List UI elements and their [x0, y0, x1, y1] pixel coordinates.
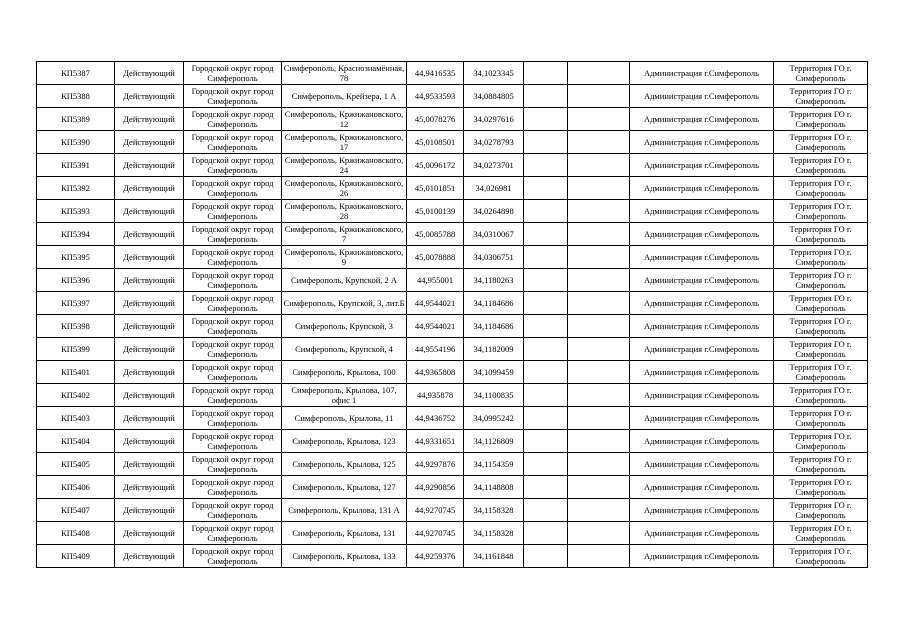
latitude-cell: 44,9554196 [407, 338, 464, 361]
registry-table-body [37, 62, 868, 568]
table-row [37, 200, 868, 223]
empty-cell [568, 131, 630, 154]
status-cell: Действующий [115, 292, 184, 315]
municipality-cell: Городской округ город Симферополь [184, 108, 282, 131]
territory-cell: Территория ГО г. Симферополь [774, 131, 868, 154]
point-code-cell: КП5392 [37, 177, 115, 200]
empty-cell [568, 384, 630, 407]
address-cell: Симферополь, Крылова, 131 А [282, 499, 407, 522]
latitude-cell: 44,9544021 [407, 292, 464, 315]
longitude-cell: 34,026981 [464, 177, 524, 200]
latitude-cell: 45,0096172 [407, 154, 464, 177]
empty-cell [524, 545, 568, 568]
address-cell: Симферополь, Крупской, 3, лит.Б [282, 292, 407, 315]
address-cell: Симферополь, Кржижановского, 7 [282, 223, 407, 246]
table-row [37, 292, 868, 315]
point-code-cell: КП5389 [37, 108, 115, 131]
owner-cell: Администрация г.Симферополь [630, 361, 774, 384]
longitude-cell: 34,1158328 [464, 522, 524, 545]
owner-cell: Администрация г.Симферополь [630, 131, 774, 154]
point-code-cell: КП5394 [37, 223, 115, 246]
municipality-cell: Городской округ город Симферополь [184, 430, 282, 453]
territory-cell: Территория ГО г. Симферополь [774, 430, 868, 453]
address-cell: Симферополь, Краснознамённая, 78 [282, 62, 407, 85]
empty-cell [568, 269, 630, 292]
longitude-cell: 34,1184686 [464, 315, 524, 338]
latitude-cell: 44,9290856 [407, 476, 464, 499]
address-cell: Симферополь, Крылова, 100 [282, 361, 407, 384]
owner-cell: Администрация г.Симферополь [630, 108, 774, 131]
longitude-cell: 34,0995242 [464, 407, 524, 430]
empty-cell [568, 85, 630, 108]
latitude-cell: 44,935878 [407, 384, 464, 407]
point-code-cell: КП5406 [37, 476, 115, 499]
status-cell: Действующий [115, 338, 184, 361]
empty-cell [524, 177, 568, 200]
empty-cell [568, 522, 630, 545]
territory-cell: Территория ГО г. Симферополь [774, 85, 868, 108]
territory-cell: Территория ГО г. Симферополь [774, 453, 868, 476]
municipality-cell: Городской округ город Симферополь [184, 522, 282, 545]
empty-cell [524, 108, 568, 131]
empty-cell [568, 338, 630, 361]
document-page [36, 61, 868, 568]
longitude-cell: 34,1023345 [464, 62, 524, 85]
empty-cell [568, 154, 630, 177]
empty-cell [524, 384, 568, 407]
table-row [37, 522, 868, 545]
latitude-cell: 44,9270745 [407, 522, 464, 545]
territory-cell: Территория ГО г. Симферополь [774, 246, 868, 269]
empty-cell [524, 430, 568, 453]
municipality-cell: Городской округ город Симферополь [184, 177, 282, 200]
address-cell: Симферополь, Крылова, 125 [282, 453, 407, 476]
point-code-cell: КП5388 [37, 85, 115, 108]
territory-cell: Территория ГО г. Симферополь [774, 476, 868, 499]
address-cell: Симферополь, Кржижановского, 12 [282, 108, 407, 131]
address-cell: Симферополь, Кржижановского, 24 [282, 154, 407, 177]
empty-cell [524, 85, 568, 108]
empty-cell [568, 292, 630, 315]
municipality-cell: Городской округ город Симферополь [184, 154, 282, 177]
territory-cell: Территория ГО г. Симферополь [774, 154, 868, 177]
table-row [37, 338, 868, 361]
empty-cell [524, 62, 568, 85]
status-cell: Действующий [115, 62, 184, 85]
owner-cell: Администрация г.Симферополь [630, 85, 774, 108]
empty-cell [568, 223, 630, 246]
table-row [37, 246, 868, 269]
table-row [37, 269, 868, 292]
status-cell: Действующий [115, 223, 184, 246]
municipality-cell: Городской округ город Симферополь [184, 476, 282, 499]
table-row [37, 154, 868, 177]
empty-cell [568, 499, 630, 522]
status-cell: Действующий [115, 476, 184, 499]
status-cell: Действующий [115, 315, 184, 338]
status-cell: Действующий [115, 246, 184, 269]
point-code-cell: КП5407 [37, 499, 115, 522]
latitude-cell: 45,0078888 [407, 246, 464, 269]
territory-cell: Территория ГО г. Симферополь [774, 223, 868, 246]
address-cell: Симферополь, Крупской, 3 [282, 315, 407, 338]
table-row [37, 407, 868, 430]
owner-cell: Администрация г.Симферополь [630, 246, 774, 269]
municipality-cell: Городской округ город Симферополь [184, 315, 282, 338]
territory-cell: Территория ГО г. Симферополь [774, 200, 868, 223]
point-code-cell: КП5393 [37, 200, 115, 223]
territory-cell: Территория ГО г. Симферополь [774, 62, 868, 85]
longitude-cell: 34,0264898 [464, 200, 524, 223]
longitude-cell: 34,1182009 [464, 338, 524, 361]
longitude-cell: 34,1100835 [464, 384, 524, 407]
address-cell: Симферополь, Крылова, 127 [282, 476, 407, 499]
municipality-cell: Городской округ город Симферополь [184, 292, 282, 315]
owner-cell: Администрация г.Симферополь [630, 177, 774, 200]
longitude-cell: 34,0273701 [464, 154, 524, 177]
table-row [37, 384, 868, 407]
status-cell: Действующий [115, 177, 184, 200]
point-code-cell: КП5396 [37, 269, 115, 292]
territory-cell: Территория ГО г. Симферополь [774, 338, 868, 361]
latitude-cell: 45,0100139 [407, 200, 464, 223]
owner-cell: Администрация г.Симферополь [630, 292, 774, 315]
owner-cell: Администрация г.Симферополь [630, 384, 774, 407]
empty-cell [568, 430, 630, 453]
territory-cell: Территория ГО г. Симферополь [774, 315, 868, 338]
table-row [37, 453, 868, 476]
table-row [37, 476, 868, 499]
empty-cell [568, 407, 630, 430]
empty-cell [568, 62, 630, 85]
municipality-cell: Городской округ город Симферополь [184, 545, 282, 568]
address-cell: Симферополь, Крылова, 131 [282, 522, 407, 545]
empty-cell [524, 361, 568, 384]
owner-cell: Администрация г.Симферополь [630, 200, 774, 223]
municipality-cell: Городской округ город Симферополь [184, 62, 282, 85]
empty-cell [524, 499, 568, 522]
empty-cell [568, 476, 630, 499]
owner-cell: Администрация г.Симферополь [630, 223, 774, 246]
status-cell: Действующий [115, 361, 184, 384]
empty-cell [568, 453, 630, 476]
status-cell: Действующий [115, 453, 184, 476]
latitude-cell: 45,0078276 [407, 108, 464, 131]
point-code-cell: КП5402 [37, 384, 115, 407]
empty-cell [524, 315, 568, 338]
empty-cell [568, 177, 630, 200]
table-row [37, 62, 868, 85]
status-cell: Действующий [115, 430, 184, 453]
territory-cell: Территория ГО г. Симферополь [774, 361, 868, 384]
longitude-cell: 34,0306751 [464, 246, 524, 269]
territory-cell: Территория ГО г. Симферополь [774, 177, 868, 200]
territory-cell: Территория ГО г. Симферополь [774, 269, 868, 292]
point-code-cell: КП5405 [37, 453, 115, 476]
longitude-cell: 34,1184686 [464, 292, 524, 315]
longitude-cell: 34,0278793 [464, 131, 524, 154]
empty-cell [524, 246, 568, 269]
empty-cell [568, 108, 630, 131]
municipality-cell: Городской округ город Симферополь [184, 407, 282, 430]
owner-cell: Администрация г.Симферополь [630, 407, 774, 430]
owner-cell: Администрация г.Симферополь [630, 315, 774, 338]
empty-cell [524, 453, 568, 476]
municipality-cell: Городской округ город Симферополь [184, 131, 282, 154]
longitude-cell: 34,1158328 [464, 499, 524, 522]
table-row [37, 430, 868, 453]
municipality-cell: Городской округ город Симферополь [184, 223, 282, 246]
longitude-cell: 34,0884805 [464, 85, 524, 108]
municipality-cell: Городской округ город Симферополь [184, 338, 282, 361]
latitude-cell: 45,0101851 [407, 177, 464, 200]
owner-cell: Администрация г.Симферополь [630, 338, 774, 361]
owner-cell: Администрация г.Симферополь [630, 154, 774, 177]
latitude-cell: 44,9533593 [407, 85, 464, 108]
empty-cell [568, 315, 630, 338]
address-cell: Симферополь, Кржижановского, 9 [282, 246, 407, 269]
table-row [37, 499, 868, 522]
territory-cell: Территория ГО г. Симферополь [774, 545, 868, 568]
latitude-cell: 44,9259376 [407, 545, 464, 568]
latitude-cell: 44,9436752 [407, 407, 464, 430]
table-row [37, 108, 868, 131]
point-code-cell: КП5403 [37, 407, 115, 430]
empty-cell [524, 223, 568, 246]
municipality-cell: Городской округ город Симферополь [184, 269, 282, 292]
table-row [37, 361, 868, 384]
status-cell: Действующий [115, 522, 184, 545]
table-row [37, 85, 868, 108]
address-cell: Симферополь, Кржижановского, 26 [282, 177, 407, 200]
address-cell: Симферополь, Крылова, 133 [282, 545, 407, 568]
address-cell: Симферополь, Кржижановского, 28 [282, 200, 407, 223]
owner-cell: Администрация г.Симферополь [630, 430, 774, 453]
address-cell: Симферополь, Крупской, 2 А [282, 269, 407, 292]
longitude-cell: 34,1148808 [464, 476, 524, 499]
territory-cell: Территория ГО г. Симферополь [774, 384, 868, 407]
municipality-cell: Городской округ город Симферополь [184, 246, 282, 269]
latitude-cell: 44,9297876 [407, 453, 464, 476]
municipality-cell: Городской округ город Симферополь [184, 453, 282, 476]
address-cell: Симферополь, Крылова, 107, офис 1 [282, 384, 407, 407]
point-code-cell: КП5395 [37, 246, 115, 269]
status-cell: Действующий [115, 269, 184, 292]
point-code-cell: КП5408 [37, 522, 115, 545]
table-row [37, 177, 868, 200]
status-cell: Действующий [115, 407, 184, 430]
empty-cell [524, 292, 568, 315]
territory-cell: Территория ГО г. Симферополь [774, 108, 868, 131]
empty-cell [568, 361, 630, 384]
latitude-cell: 44,9270745 [407, 499, 464, 522]
empty-cell [524, 200, 568, 223]
municipality-cell: Городской округ город Симферополь [184, 384, 282, 407]
point-code-cell: КП5409 [37, 545, 115, 568]
municipality-cell: Городской округ город Симферополь [184, 200, 282, 223]
point-code-cell: КП5397 [37, 292, 115, 315]
empty-cell [524, 269, 568, 292]
point-code-cell: КП5387 [37, 62, 115, 85]
table-row [37, 223, 868, 246]
longitude-cell: 34,0310067 [464, 223, 524, 246]
point-code-cell: КП5401 [37, 361, 115, 384]
owner-cell: Администрация г.Симферополь [630, 522, 774, 545]
empty-cell [524, 338, 568, 361]
point-code-cell: КП5391 [37, 154, 115, 177]
longitude-cell: 34,1154359 [464, 453, 524, 476]
status-cell: Действующий [115, 108, 184, 131]
address-cell: Симферополь, Кржижановского, 17 [282, 131, 407, 154]
owner-cell: Администрация г.Симферополь [630, 476, 774, 499]
territory-cell: Территория ГО г. Симферополь [774, 292, 868, 315]
status-cell: Действующий [115, 545, 184, 568]
address-cell: Симферополь, Крылова, 11 [282, 407, 407, 430]
owner-cell: Администрация г.Симферополь [630, 62, 774, 85]
status-cell: Действующий [115, 499, 184, 522]
latitude-cell: 44,955001 [407, 269, 464, 292]
empty-cell [524, 131, 568, 154]
point-code-cell: КП5398 [37, 315, 115, 338]
table-row [37, 315, 868, 338]
empty-cell [524, 407, 568, 430]
table-row [37, 131, 868, 154]
point-code-cell: КП5390 [37, 131, 115, 154]
longitude-cell: 34,1161848 [464, 545, 524, 568]
empty-cell [524, 154, 568, 177]
latitude-cell: 45,0108501 [407, 131, 464, 154]
municipality-cell: Городской округ город Симферополь [184, 499, 282, 522]
territory-cell: Территория ГО г. Симферополь [774, 522, 868, 545]
territory-cell: Территория ГО г. Симферополь [774, 407, 868, 430]
owner-cell: Администрация г.Симферополь [630, 453, 774, 476]
address-cell: Симферополь, Крупской, 4 [282, 338, 407, 361]
longitude-cell: 34,0297616 [464, 108, 524, 131]
territory-cell: Территория ГО г. Симферополь [774, 499, 868, 522]
status-cell: Действующий [115, 131, 184, 154]
empty-cell [568, 200, 630, 223]
longitude-cell: 34,1180263 [464, 269, 524, 292]
municipality-cell: Городской округ город Симферополь [184, 85, 282, 108]
registry-table [36, 61, 868, 568]
longitude-cell: 34,1099459 [464, 361, 524, 384]
empty-cell [524, 522, 568, 545]
address-cell: Симферополь, Крейзера, 1 А [282, 85, 407, 108]
owner-cell: Администрация г.Симферополь [630, 269, 774, 292]
municipality-cell: Городской округ город Симферополь [184, 361, 282, 384]
latitude-cell: 44,9544021 [407, 315, 464, 338]
latitude-cell: 44,9416535 [407, 62, 464, 85]
status-cell: Действующий [115, 200, 184, 223]
owner-cell: Администрация г.Симферополь [630, 545, 774, 568]
latitude-cell: 44,9365808 [407, 361, 464, 384]
status-cell: Действующий [115, 85, 184, 108]
empty-cell [524, 476, 568, 499]
status-cell: Действующий [115, 384, 184, 407]
point-code-cell: КП5399 [37, 338, 115, 361]
longitude-cell: 34,1126809 [464, 430, 524, 453]
latitude-cell: 44,9331651 [407, 430, 464, 453]
empty-cell [568, 246, 630, 269]
table-row [37, 545, 868, 568]
point-code-cell: КП5404 [37, 430, 115, 453]
owner-cell: Администрация г.Симферополь [630, 499, 774, 522]
address-cell: Симферополь, Крылова, 123 [282, 430, 407, 453]
status-cell: Действующий [115, 154, 184, 177]
latitude-cell: 45,0085788 [407, 223, 464, 246]
empty-cell [568, 545, 630, 568]
